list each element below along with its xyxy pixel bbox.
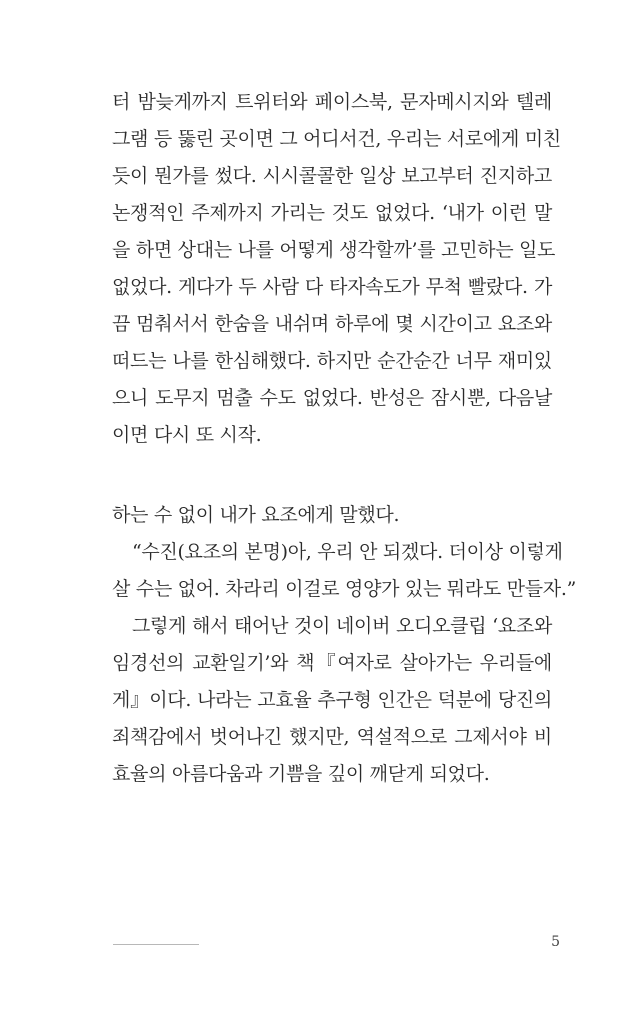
paragraph-1 bbox=[112, 84, 561, 454]
text-line: 떠드는 나를 한심해했다. 하지만 순간순간 너무 재미있 bbox=[112, 350, 552, 372]
text-line: 살 수는 없어. 차라리 이걸로 영양가 있는 뭐라도 만들자.” bbox=[112, 578, 576, 600]
text-line: 임경선의 교환일기’와 책『여자로 살아가는 우리들에 bbox=[112, 652, 552, 674]
text-line: 듯이 뭔가를 썼다. 시시콜콜한 일상 보고부터 진지하고 bbox=[112, 165, 552, 187]
text-line: 게』이다. 나라는 고효율 추구형 인간은 덕분에 당진의 bbox=[112, 689, 552, 711]
text-line: 논쟁적인 주제까지 가리는 것도 없었다. ‘내가 이런 말 bbox=[112, 202, 552, 224]
text-line: 죄책감에서 벗어나긴 했지만, 역설적으로 그제서야 비 bbox=[112, 726, 552, 748]
text-line: 터 밤늦게까지 트위터와 페이스북, 문자메시지와 텔레 bbox=[112, 91, 552, 113]
paragraph-2 bbox=[112, 497, 576, 793]
text-line: 없었다. 게다가 두 사람 다 타자속도가 무척 빨랐다. 가 bbox=[112, 276, 552, 298]
text-line: 그램 등 뚫린 곳이면 그 어디서건, 우리는 서로에게 미친 bbox=[112, 128, 561, 150]
text-line: 을 하면 상대는 나를 어떻게 생각할까’를 고민하는 일도 bbox=[112, 239, 556, 261]
text-line: “수진(요조의 본명)아, 우리 안 되겠다. 더이상 이렇게 bbox=[132, 541, 563, 563]
text-line: 그렇게 해서 태어난 것이 네이버 오디오클립 ‘요조와 bbox=[132, 615, 552, 637]
text-line: 끔 멈춰서서 한숨을 내쉬며 하루에 몇 시간이고 요조와 bbox=[112, 313, 552, 335]
text-line: 하는 수 없이 내가 요조에게 말했다. bbox=[112, 504, 400, 526]
text-line: 이면 다시 또 시작. bbox=[112, 424, 262, 446]
footer-rule bbox=[113, 944, 199, 945]
page-number: 5 bbox=[551, 934, 560, 950]
text-line: 효율의 아름다움과 기쁨을 깊이 깨닫게 되었다. bbox=[112, 763, 490, 785]
text-line: 으니 도무지 멈출 수도 없었다. 반성은 잠시뿐, 다음날 bbox=[112, 387, 552, 409]
